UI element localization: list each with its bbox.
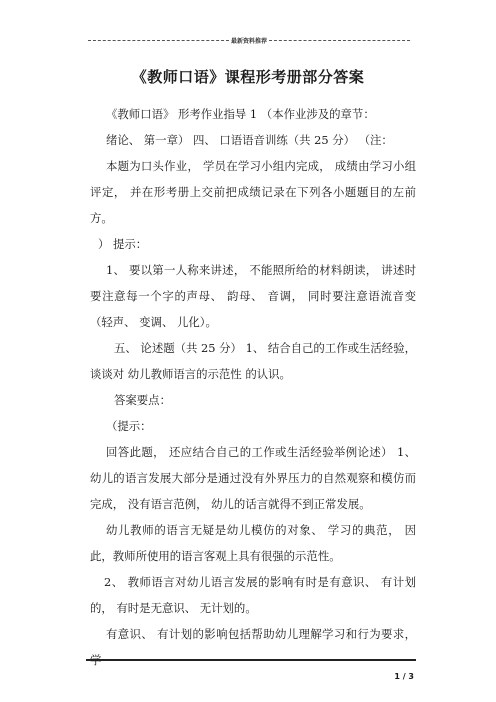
paragraph-answer-1b: 幼儿教师的语言无疑是幼儿模仿的对象、 学习的典范， 因此，教师所使用的语言客观上具有很强的示范性。 [90,523,416,563]
paragraph-answer-label: 答案要点： [114,393,171,407]
paragraph-chapters: 绪论、 第一章） 四、 口语语音训练（共 25 分） （注： [106,133,393,147]
paragraph-answer-2: 2、 教师语言对幼儿语言发展的影响有时是有意识、 有计划的， 有时是无意识、 无计划的。 [90,575,416,615]
paragraph-intro: 《教师口语》 形考作业指导 1 （本作业涉及的章节： [106,107,375,121]
paragraph-note: 本题为口头作业， 学员在学习小组内完成， 成绩由学习小组评定， 并在形考册上交前把成绩记录在下列各小题题目的左前方。 [90,159,416,225]
header-dashed-rule-right [269,40,410,41]
document-title: 《教师口语》课程形考册部分答案 [131,68,365,86]
paragraph-hint-open: （提示： [106,419,152,433]
paragraph-hint-label: ） 提示： [98,237,148,251]
paragraph-essay-question: 五、 论述题（共 25 分） 1、 结合自己的工作或生活经验，谈谈对 幼儿教师语言的示范性 的认识。 [90,341,416,381]
page-header [88,36,410,45]
header-dashed-rule-left [88,40,229,41]
paragraph-item-1: 1、 要以第一人称来讲述， 不能照所给的材料朗读， 讲述时要注意每一个字的声母、 韵母、 音调， 同时要注意语流音变（轻声、 变调、 儿化）。 [90,263,416,329]
paragraph-answer-1: 回答此题， 还应结合自己的工作或生活经验举例论述） 1、 幼儿的语言发展大部分是通过没有外界压力的自然观察和模仿而完成， 没有语言范例， 幼儿的话言就得不到正常发展。 [90,445,416,511]
header-label: 最新资料推荐 [231,38,268,45]
paragraph-answer-2b: 有意识、 有计划的影响包括帮助幼儿理解学习和行为要求， 学 [90,627,416,667]
document-body [90,101,416,673]
page-number: 1 / 3 [394,672,414,681]
footer-rule [86,659,416,661]
